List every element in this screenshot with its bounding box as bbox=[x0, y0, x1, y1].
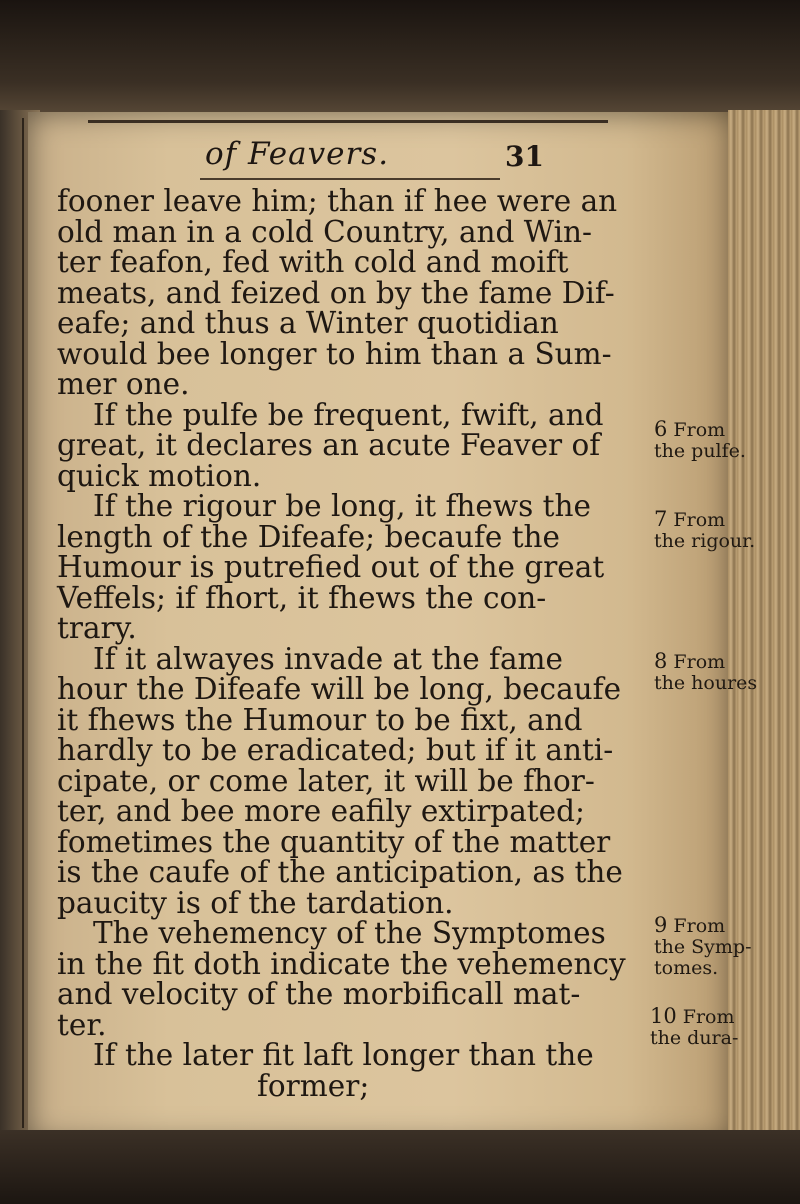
page-stack-edge bbox=[728, 110, 800, 1140]
marginal-text: the dura- bbox=[650, 1027, 739, 1049]
text-line: would bee longer to him than a Sum- bbox=[57, 336, 612, 371]
text-line: old man in a cold Country, and Win- bbox=[57, 214, 592, 249]
scan-top-background bbox=[0, 0, 800, 118]
text-line: meats, and feized on by the fame Dif- bbox=[57, 275, 615, 310]
text-line: is the caufe of the anticipation, as the bbox=[57, 855, 623, 889]
text-line: mer one. bbox=[57, 367, 190, 401]
marginal-word: From bbox=[673, 651, 726, 673]
text-line: ter. bbox=[57, 1007, 107, 1042]
text-line: hardly to be eradicated; but if it anti- bbox=[57, 733, 614, 767]
marginal-text: tomes. bbox=[654, 957, 719, 979]
marginal-word: From bbox=[682, 1006, 735, 1028]
text-line: fooner leave him; than if hee were an bbox=[57, 184, 618, 218]
marginal-text: the rigour. bbox=[654, 530, 756, 552]
marginal-note bbox=[650, 1006, 738, 1049]
text-line: If it alwayes invade at the fame bbox=[93, 641, 563, 676]
text-line: fometimes the quantity of the matter bbox=[57, 824, 611, 859]
text-line: If the later fit laft longer than the bbox=[93, 1038, 594, 1072]
header-underline bbox=[200, 178, 500, 180]
text-line: ter, and bee more eafily extirpated; bbox=[57, 794, 585, 828]
marginal-number: 10 bbox=[650, 1004, 677, 1028]
text-line: eafe; and thus a Winter quotidian bbox=[57, 306, 559, 340]
marginal-note bbox=[654, 509, 755, 552]
gutter-shadow bbox=[22, 118, 24, 1128]
marginal-text: the Symp- bbox=[654, 936, 752, 958]
text-line: trary. bbox=[57, 611, 137, 645]
marginal-number: 7 bbox=[654, 507, 668, 531]
marginal-note bbox=[654, 419, 746, 462]
header-rule bbox=[88, 120, 608, 123]
marginal-note bbox=[654, 651, 757, 694]
text-line: in the fit doth indicate the vehemency bbox=[57, 946, 626, 981]
text-line: Veffels; if fhort, it fhews the con- bbox=[57, 580, 547, 615]
marginal-word: From bbox=[673, 915, 726, 937]
text-line: ter feafon, fed with cold and moift bbox=[57, 245, 569, 279]
text-line: If the pulfe be frequent, fwift, and bbox=[93, 397, 604, 432]
text-line: and velocity of the morbificall mat- bbox=[57, 977, 581, 1011]
marginal-word: From bbox=[673, 509, 726, 531]
text-line: former; bbox=[257, 1068, 370, 1103]
marginal-number: 6 bbox=[654, 417, 668, 441]
text-line: cipate, or come later, it will be fhor- bbox=[57, 763, 595, 798]
marginal-number: 9 bbox=[654, 913, 668, 937]
marginal-number: 8 bbox=[654, 649, 668, 673]
marginal-text: the pulfe. bbox=[654, 440, 746, 462]
running-head: of Feavers. bbox=[205, 136, 390, 172]
text-line: length of the Difeafe; becaufe the bbox=[57, 519, 561, 554]
text-line: it fhews the Humour to be fixt, and bbox=[57, 702, 583, 737]
text-line: great, it declares an acute Feaver of bbox=[57, 428, 601, 462]
text-line: The vehemency of the Symptomes bbox=[93, 916, 606, 950]
text-line: Humour is putrefied out of the great bbox=[57, 550, 605, 584]
page-number: 31 bbox=[505, 140, 544, 173]
text-line: If the rigour be long, it fhews the bbox=[93, 489, 591, 523]
text-line: hour the Difeafe will be long, becaufe bbox=[57, 672, 622, 706]
marginal-text: the houres bbox=[654, 672, 758, 694]
text-line: quick motion. bbox=[57, 458, 262, 493]
marginal-word: From bbox=[673, 419, 726, 441]
scan-bottom-background bbox=[0, 1130, 800, 1204]
marginal-note bbox=[654, 915, 752, 979]
body-text bbox=[57, 186, 647, 1101]
text-line: paucity is of the tardation. bbox=[57, 885, 454, 920]
